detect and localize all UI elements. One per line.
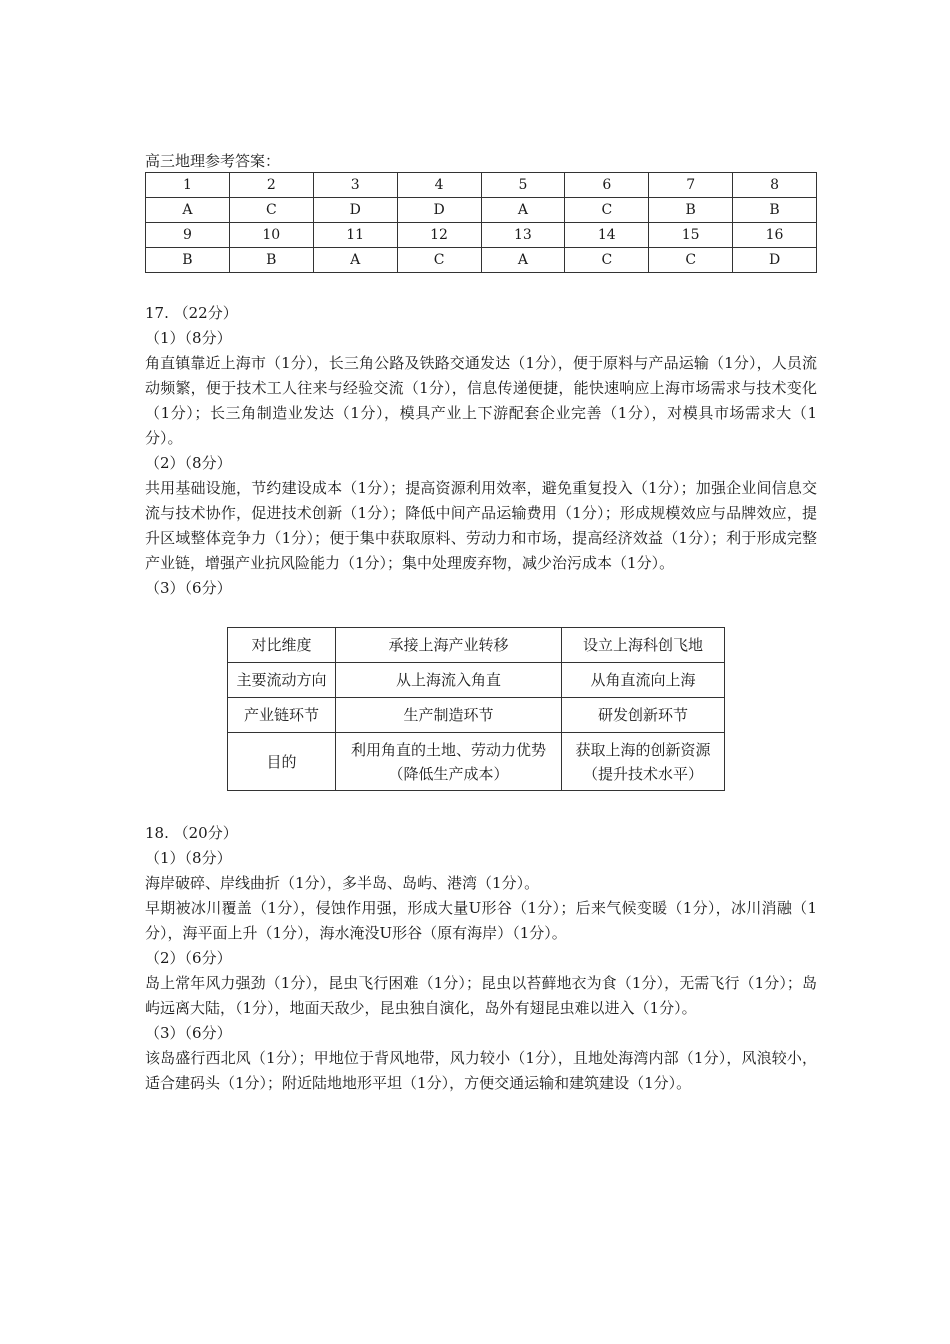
table-cell bbox=[562, 733, 725, 791]
table-row bbox=[146, 223, 817, 248]
table-cell: 研发创新环节 bbox=[562, 698, 725, 733]
table-row bbox=[228, 663, 725, 698]
cell-line: （降低生产成本） bbox=[388, 764, 509, 783]
table-cell: 从角直流向上海 bbox=[562, 663, 725, 698]
table-cell bbox=[336, 733, 562, 791]
row-label: 主要流动方向 bbox=[228, 663, 336, 698]
table-cell: 从上海流入角直 bbox=[336, 663, 562, 698]
table-row bbox=[146, 173, 817, 198]
answer-cell: C bbox=[229, 198, 313, 223]
table-row bbox=[146, 198, 817, 223]
answer-cell: A bbox=[146, 198, 230, 223]
question-number: 1 bbox=[146, 173, 230, 198]
q18-part3-label: （3）（6分） bbox=[145, 1024, 232, 1042]
question-number: 4 bbox=[397, 173, 481, 198]
answer-cell: C bbox=[565, 198, 649, 223]
answer-cell: B bbox=[733, 198, 817, 223]
q17-part1-label: （1）（8分） bbox=[145, 329, 232, 347]
question-number: 13 bbox=[481, 223, 565, 248]
question-number: 5 bbox=[481, 173, 565, 198]
q18-part3-text: 该岛盛行西北风（1分）；甲地位于背风地带，风力较小（1分），且地处海湾内部（1分），风浪较小，适合建码头（1分）；附近陆地地形平坦（1分），方便交通运输和建筑建设（1分）。 bbox=[145, 1049, 817, 1092]
question-number: 6 bbox=[565, 173, 649, 198]
document-title: 高三地理参考答案： bbox=[145, 152, 281, 170]
question-number: 9 bbox=[146, 223, 230, 248]
cell-line: 利用角直的土地、劳动力优势 bbox=[350, 740, 546, 759]
answer-cell: A bbox=[313, 248, 397, 273]
column-header: 对比维度 bbox=[228, 628, 336, 663]
answer-cell: D bbox=[313, 198, 397, 223]
q17-part2-label: （2）（8分） bbox=[145, 454, 232, 472]
q17-part3-label: （3）（6分） bbox=[145, 579, 232, 597]
row-label: 产业链环节 bbox=[228, 698, 336, 733]
question-number: 7 bbox=[649, 173, 733, 198]
question-number: 8 bbox=[733, 173, 817, 198]
question-number: 10 bbox=[229, 223, 313, 248]
q18-part1-label: （1）（8分） bbox=[145, 849, 232, 867]
comparison-table-wrapper bbox=[145, 601, 817, 821]
cell-line: 获取上海的创新资源 bbox=[575, 740, 711, 759]
question-number: 3 bbox=[313, 173, 397, 198]
answer-cell: A bbox=[481, 248, 565, 273]
answer-cell: D bbox=[733, 248, 817, 273]
q18-header: 18. （20分） bbox=[145, 824, 238, 842]
table-row bbox=[228, 698, 725, 733]
comparison-table bbox=[227, 627, 725, 791]
question-number: 16 bbox=[733, 223, 817, 248]
q18-part2-text: 岛上常年风力强劲（1分），昆虫飞行困难（1分）；昆虫以苔藓地衣为食（1分），无需飞行（1分）；岛屿远离大陆，（1分），地面天敌少，昆虫独自演化，岛外有翅昆虫难以进入（1分）。 bbox=[145, 974, 817, 1017]
answer-cell: B bbox=[146, 248, 230, 273]
answer-cell: C bbox=[649, 248, 733, 273]
question-number: 14 bbox=[565, 223, 649, 248]
q18-part1-text-b: 早期被冰川覆盖（1分），侵蚀作用强，形成大量U形谷（1分）；后来气候变暖（1分），冰川消融（1分），海平面上升（1分），海水淹没U形谷（原有海岸）（1分）。 bbox=[145, 899, 817, 942]
answer-key-table bbox=[145, 172, 817, 273]
table-row bbox=[228, 733, 725, 791]
column-header: 承接上海产业转移 bbox=[336, 628, 562, 663]
answer-cell: C bbox=[397, 248, 481, 273]
q18-part2-label: （2）（6分） bbox=[145, 949, 232, 967]
answer-document bbox=[145, 150, 817, 1096]
answer-cell: A bbox=[481, 198, 565, 223]
question-17 bbox=[145, 301, 817, 821]
answer-cell: B bbox=[229, 248, 313, 273]
answer-cell: D bbox=[397, 198, 481, 223]
q17-header: 17. （22分） bbox=[145, 304, 238, 322]
q17-part2-text: 共用基础设施，节约建设成本（1分）；提高资源利用效率，避免重复投入（1分）；加强企业间信息交流与技术协作，促进技术创新（1分）；降低中间产品运输费用（1分）；形成规模效应与品牌效应，提升区域整体竞争力（1分）；便于集中获取原料、劳动力和市场，提高经济效益（1分）；利于形成完整产业链，增强产业抗风险能力（1分）；集中处理废弃物，减少治污成本（1分）。 bbox=[145, 479, 817, 572]
cell-line: （提升技术水平） bbox=[582, 764, 703, 783]
table-cell: 生产制造环节 bbox=[336, 698, 562, 733]
row-label: 目的 bbox=[228, 733, 336, 791]
question-number: 11 bbox=[313, 223, 397, 248]
answer-cell: C bbox=[565, 248, 649, 273]
answer-cell: B bbox=[649, 198, 733, 223]
q18-part1-text-a: 海岸破碎、岸线曲折（1分），多半岛、岛屿、港湾（1分）。 bbox=[145, 874, 540, 892]
question-number: 15 bbox=[649, 223, 733, 248]
question-18 bbox=[145, 821, 817, 1096]
table-row bbox=[146, 248, 817, 273]
table-header-row bbox=[228, 628, 725, 663]
q17-part1-text: 角直镇靠近上海市（1分），长三角公路及铁路交通发达（1分），便于原料与产品运输（1分），人员流动频繁，便于技术工人往来与经验交流（1分），信息传递便捷，能快速响应上海市场需求与技术变化（1分）；长三角制造业发达（1分），模具产业上下游配套企业完善（1分），对模具市场需求大（1分）。 bbox=[145, 354, 817, 447]
question-number: 2 bbox=[229, 173, 313, 198]
spacer bbox=[145, 273, 817, 301]
question-number: 12 bbox=[397, 223, 481, 248]
column-header: 设立上海科创飞地 bbox=[562, 628, 725, 663]
